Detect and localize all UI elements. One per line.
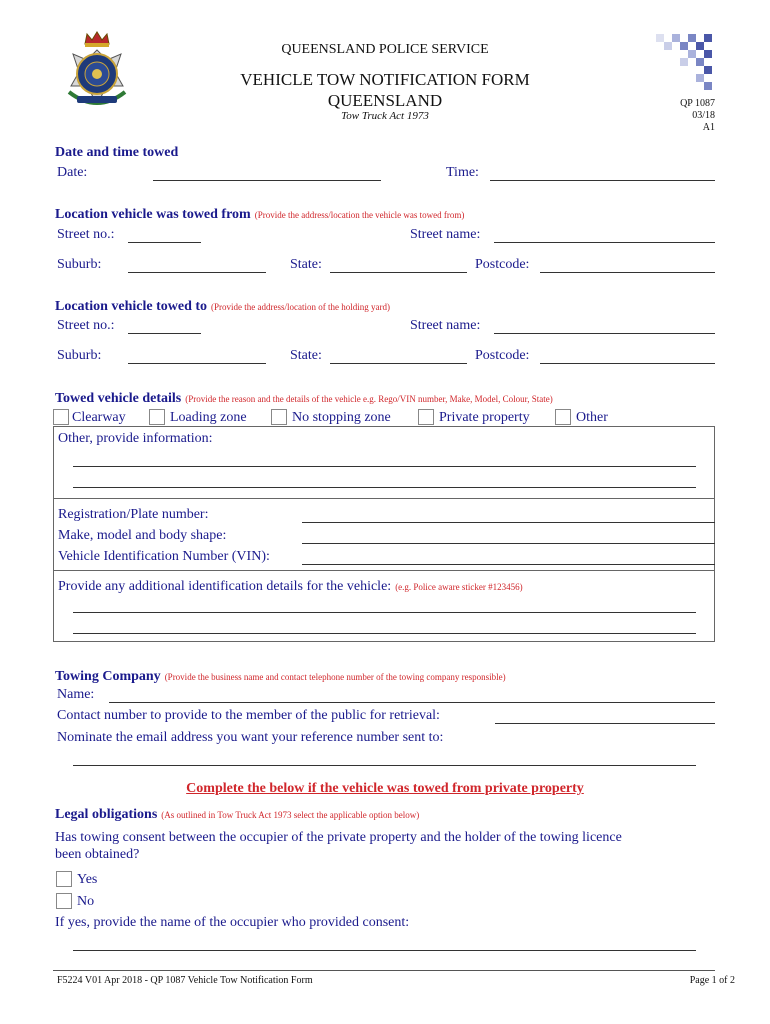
occupier-label: If yes, provide the name of the occupier who provided consent: (55, 915, 410, 930)
no-label: No (77, 894, 95, 909)
rego-label: Registration/Plate number: (58, 507, 209, 522)
private-property-checkbox[interactable] (418, 409, 434, 425)
yes-label: Yes (77, 872, 98, 887)
from-street-name-label: Street name: (410, 227, 481, 242)
vehicle-heading-row (55, 389, 553, 407)
yes-checkbox[interactable] (56, 871, 72, 887)
to-street-no-label: Street no.: (57, 318, 115, 333)
make-label: Make, model and body shape: (58, 528, 227, 543)
from-street-name-field[interactable] (494, 242, 715, 243)
footer-page-number: Page 1 of 2 (689, 975, 735, 986)
form-date: 03/18 (692, 110, 715, 121)
from-heading-row (55, 205, 464, 223)
to-suburb-label: Suburb: (57, 348, 102, 363)
from-suburb-field[interactable] (128, 272, 266, 273)
to-postcode-label: Postcode: (475, 348, 530, 363)
rego-field[interactable] (302, 522, 715, 523)
consent-question-line-2: been obtained? (55, 847, 140, 862)
towing-name-field[interactable] (109, 702, 715, 703)
email-label: Nominate the email address you want your reference number sent to: (57, 730, 444, 745)
legal-heading-row (55, 805, 419, 823)
towing-heading: Towing Company (55, 669, 161, 684)
private-property-label: Private property (439, 410, 530, 425)
from-state-label: State: (290, 257, 322, 272)
to-state-label: State: (290, 348, 322, 363)
from-street-no-field[interactable] (128, 242, 201, 243)
other-info-line-1[interactable] (73, 466, 696, 467)
no-stopping-zone-label: No stopping zone (292, 410, 391, 425)
other-info-line-2[interactable] (73, 487, 696, 488)
towing-name-label: Name: (57, 687, 95, 702)
private-property-banner: Complete the below if the vehicle was towed from private property (186, 781, 584, 796)
vin-field[interactable] (302, 564, 715, 565)
email-field[interactable] (73, 765, 696, 766)
contact-field[interactable] (495, 723, 715, 724)
towing-note: (Provide the business name and contact telephone number of the towing company responsible) (164, 672, 506, 682)
other-label: Other (576, 410, 608, 425)
other-checkbox[interactable] (555, 409, 571, 425)
from-postcode-label: Postcode: (475, 257, 530, 272)
vehicle-box-divider-1 (53, 498, 715, 499)
to-postcode-field[interactable] (540, 363, 715, 364)
to-heading: Location vehicle towed to (55, 299, 208, 314)
loading-zone-checkbox[interactable] (149, 409, 165, 425)
from-street-no-label: Street no.: (57, 227, 115, 242)
additional-note: (e.g. Police aware sticker #123456) (395, 582, 523, 592)
additional-label: Provide any additional identification details for the vehicle: (58, 579, 392, 594)
from-state-field[interactable] (330, 272, 467, 273)
make-field[interactable] (302, 543, 715, 544)
from-suburb-label: Suburb: (57, 257, 102, 272)
towing-heading-row (55, 667, 506, 685)
police-badge-logo (57, 30, 137, 116)
form-code: QP 1087 (680, 98, 715, 109)
other-info-label: Other, provide information: (58, 431, 213, 446)
contact-label: Contact number to provide to the member of the public for retrieval: (57, 708, 440, 723)
vin-label: Vehicle Identification Number (VIN): (58, 549, 270, 564)
from-heading: Location vehicle was towed from (55, 207, 251, 222)
footer-rule (53, 970, 715, 971)
to-street-name-field[interactable] (494, 333, 715, 334)
act-name: Tow Truck Act 1973 (341, 110, 429, 122)
footer-form-ref: F5224 V01 Apr 2018 - QP 1087 Vehicle Tow Notification Form (57, 975, 313, 986)
vehicle-note: (Provide the reason and the details of the vehicle e.g. Rego/VIN number, Make, Model, Colour, State) (185, 394, 553, 404)
checker-pattern (638, 30, 718, 100)
time-label: Time: (446, 165, 479, 180)
date-label: Date: (57, 165, 88, 180)
vehicle-heading: Towed vehicle details (55, 391, 182, 406)
form-version: A1 (702, 122, 715, 133)
no-stopping-zone-checkbox[interactable] (271, 409, 287, 425)
to-note: (Provide the address/location of the holding yard) (211, 302, 390, 312)
to-heading-row (55, 297, 390, 315)
date-time-heading: Date and time towed (55, 145, 179, 160)
form-state: QUEENSLAND (327, 91, 443, 110)
to-street-name-label: Street name: (410, 318, 481, 333)
to-street-no-field[interactable] (128, 333, 201, 334)
consent-question-line-1: Has towing consent between the occupier of the private property and the holder of the towing licence (55, 830, 622, 845)
additional-line-2[interactable] (73, 633, 696, 634)
no-checkbox[interactable] (56, 893, 72, 909)
legal-note: (As outlined in Tow Truck Act 1973 select the applicable option below) (161, 810, 420, 820)
from-postcode-field[interactable] (540, 272, 715, 273)
to-state-field[interactable] (330, 363, 467, 364)
additional-line-1[interactable] (73, 612, 696, 613)
additional-row (58, 577, 523, 595)
occupier-field[interactable] (73, 950, 696, 951)
from-note: (Provide the address/location the vehicle was towed from) (254, 210, 465, 220)
legal-heading: Legal obligations (55, 807, 158, 822)
date-field[interactable] (153, 180, 381, 181)
to-suburb-field[interactable] (128, 363, 266, 364)
form-title: VEHICLE TOW NOTIFICATION FORM (240, 70, 530, 89)
clearway-checkbox[interactable] (53, 409, 69, 425)
clearway-label: Clearway (72, 410, 126, 425)
loading-zone-label: Loading zone (170, 410, 247, 425)
vehicle-box-divider-2 (53, 570, 715, 571)
agency-name: QUEENSLAND POLICE SERVICE (281, 42, 489, 57)
time-field[interactable] (490, 180, 715, 181)
